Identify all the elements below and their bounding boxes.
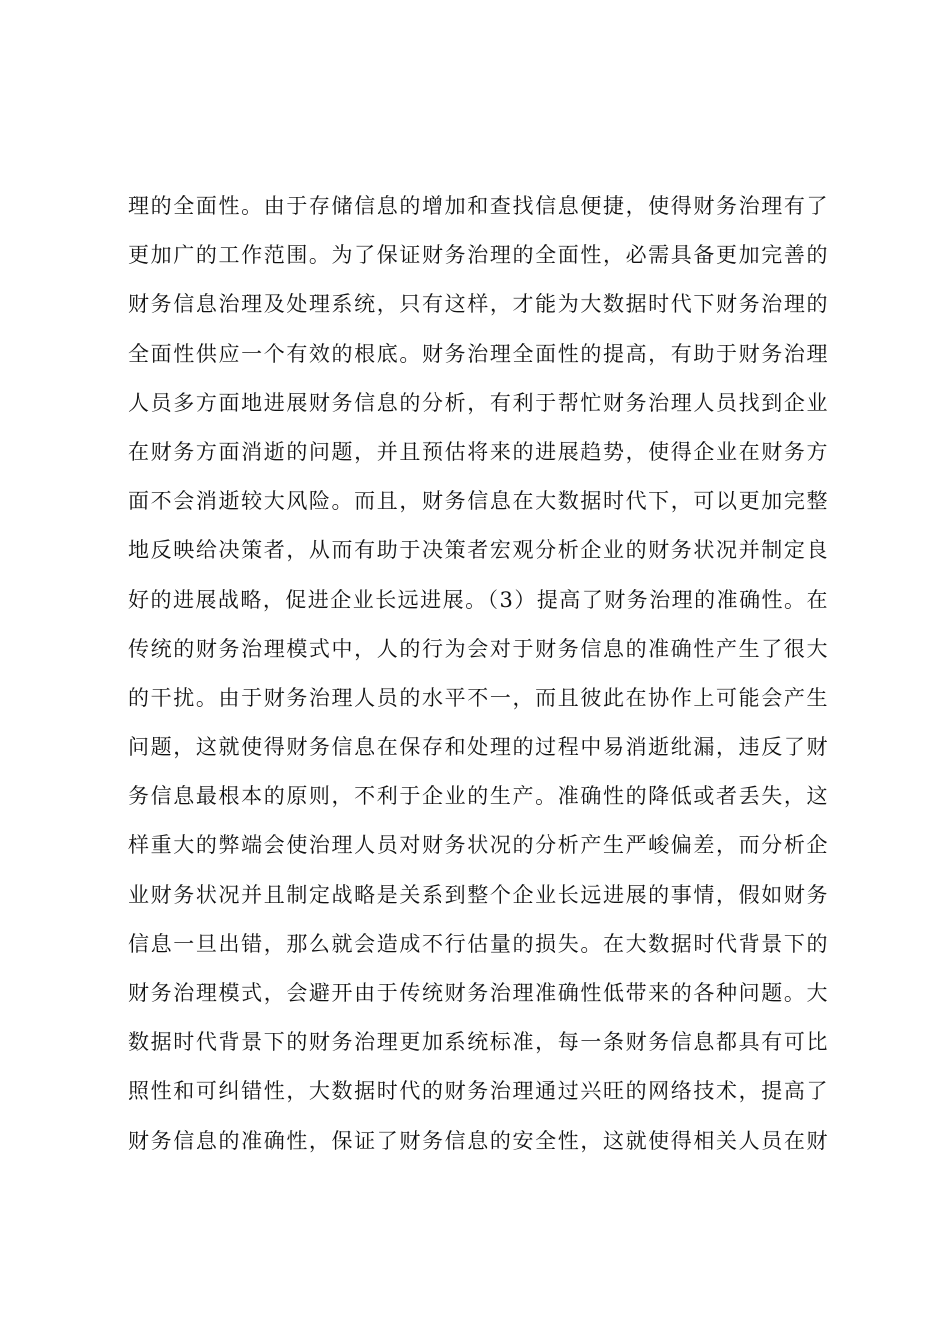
text-line: 照性和可纠错性，大数据时代的财务治理通过兴旺的网络技术，提高了 [128, 1079, 828, 1104]
text-line: 地反映给决策者，从而有助于决策者宏观分析企业的财务状况并制定良 [128, 538, 828, 563]
text-line: 务信息最根本的原则，不利于企业的生产。准确性的降低或者丢失，这 [128, 784, 828, 809]
text-line: 在财务方面消逝的问题，并且预估将来的进展趋势，使得企业在财务方 [128, 439, 828, 464]
text-line: 人员多方面地进展财务信息的分析，有利于帮忙财务治理人员找到企业 [128, 390, 828, 415]
text-line: 面不会消逝较大风险。而且，财务信息在大数据时代下，可以更加完整 [128, 489, 828, 514]
text-line: 财务治理模式，会避开由于传统财务治理准确性低带来的各种问题。大 [128, 981, 828, 1005]
text-line: 全面性供应一个有效的根底。财务治理全面性的提高，有助于财务治理 [128, 341, 828, 366]
text-line: 信息一旦出错，那么就会造成不行估量的损失。在大数据时代背景下的 [128, 931, 828, 956]
text-line: 财务信息的准确性，保证了财务信息的安全性，这就使得相关人员在财 [128, 1128, 828, 1153]
body-paragraph [128, 182, 828, 1166]
text-line: 样重大的弊端会使治理人员对财务状况的分析产生严峻偏差，而分析企 [128, 833, 828, 858]
text-line: 传统的财务治理模式中，人的行为会对于财务信息的准确性产生了很大 [128, 636, 828, 661]
text-line: 的干扰。由于财务治理人员的水平不一，而且彼此在协作上可能会产生 [128, 685, 828, 710]
text-line: 问题，这就使得财务信息在保存和处理的过程中易消逝纰漏，违反了财 [128, 735, 828, 760]
text-line: 数据时代背景下的财务治理更加系统标准，每一条财务信息都具有可比 [128, 1030, 828, 1055]
text-line: 业财务状况并且制定战略是关系到整个企业长远进展的事情，假如财务 [128, 882, 828, 907]
text-line: 理的全面性。由于存储信息的增加和查找信息便捷，使得财务治理有了 [128, 194, 828, 218]
text-line: 更加广的工作范围。为了保证财务治理的全面性，必需具备更加完善的 [128, 243, 828, 268]
text-line: 好的进展战略，促进企业长远进展。（3）提高了财务治理的准确性。在 [128, 587, 828, 612]
text-line: 财务信息治理及处理系统，只有这样，才能为大数据时代下财务治理的 [128, 292, 828, 317]
